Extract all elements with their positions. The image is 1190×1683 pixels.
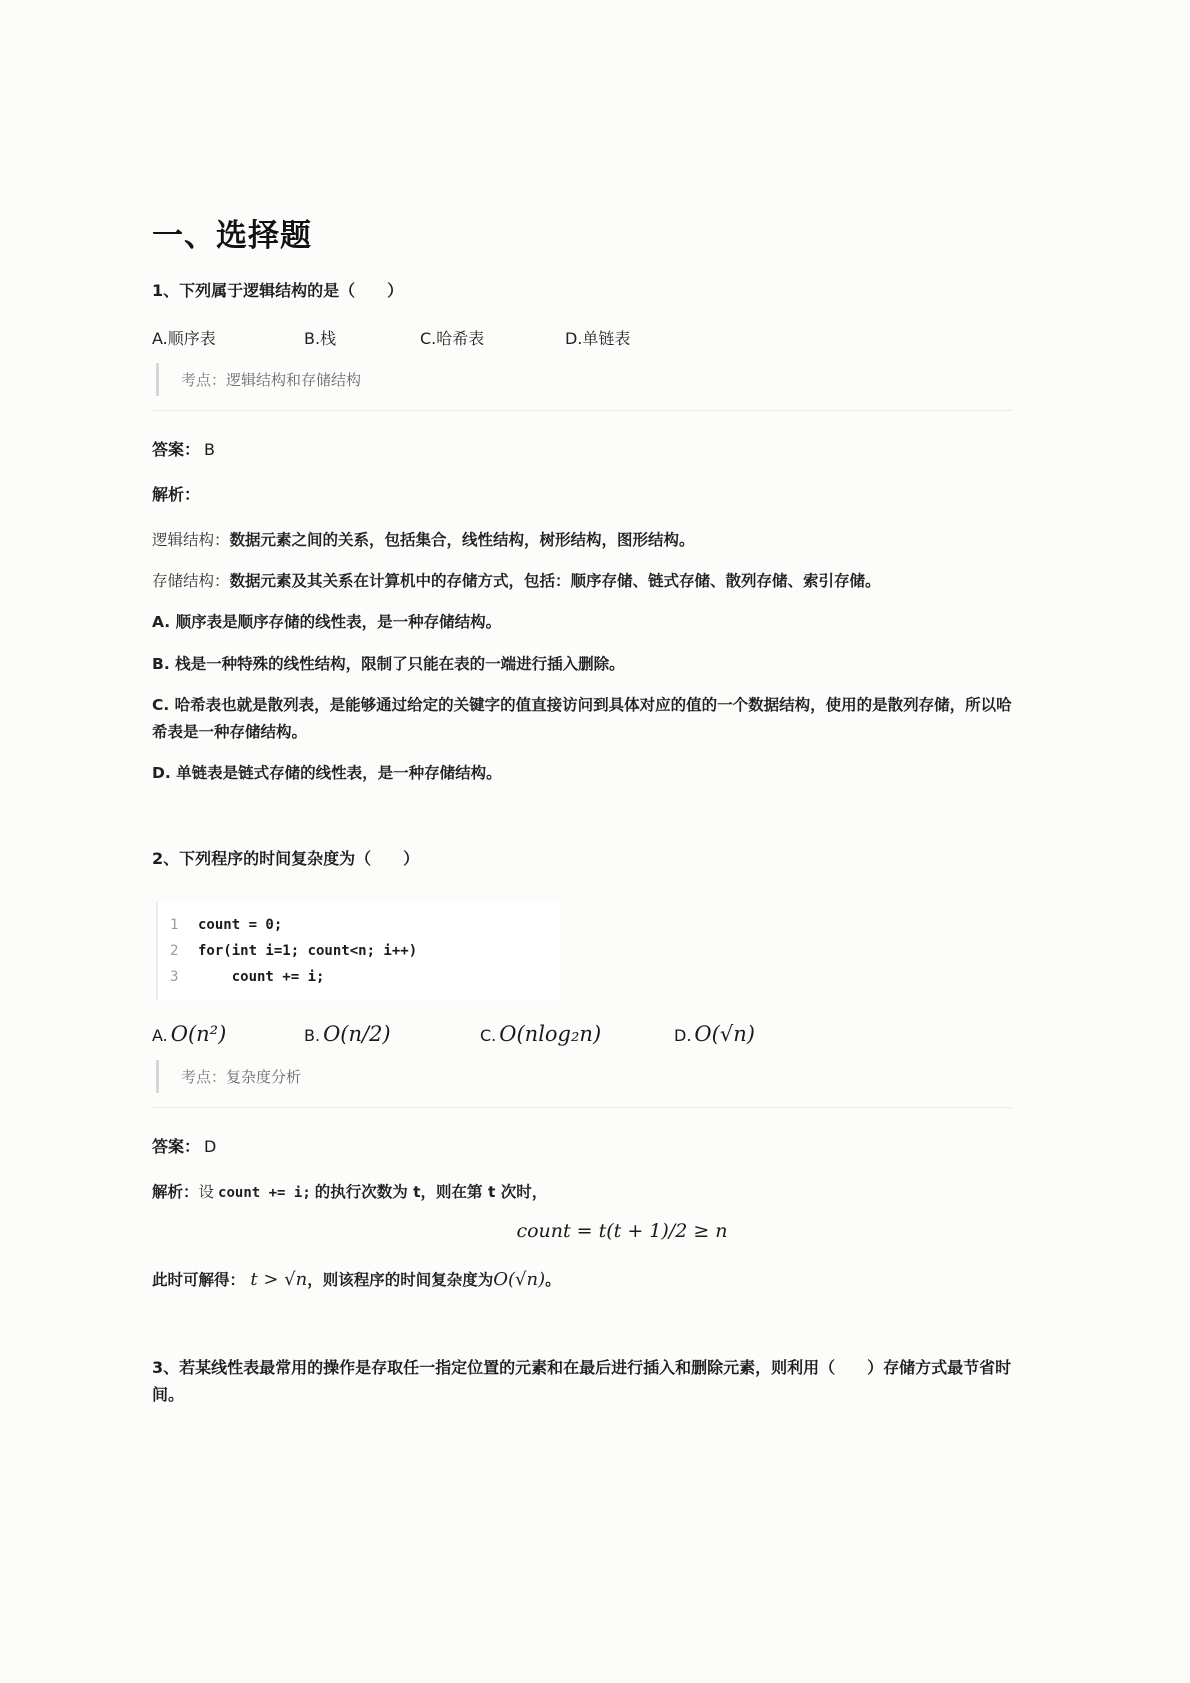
answer-line <box>152 1134 1012 1157</box>
analysis-paragraph: B. 栈是一种特殊的线性结构，限制了只能在表的一端进行插入删除。 <box>152 654 625 673</box>
answer-value: D <box>204 1137 217 1157</box>
option-c: C.哈希表 <box>420 329 485 349</box>
question-2 <box>152 845 1012 1296</box>
conclusion-paragraph <box>152 1264 1012 1296</box>
conclusion-mid: ，则该程序的时间复杂度为 <box>307 1271 494 1290</box>
analysis-paragraph <box>152 527 1012 554</box>
analysis-paragraph <box>152 1179 1012 1206</box>
paragraph-text: 数据元素及其关系在计算机中的存储方式，包括：顺序存储、链式存储、散列存储、索引存储。 <box>229 572 881 591</box>
term-label: 存储结构： <box>152 572 230 591</box>
conclusion-end: 。 <box>545 1271 561 1290</box>
option-d <box>674 1022 804 1046</box>
divider <box>152 1107 1012 1108</box>
question-2-options <box>152 1022 1012 1046</box>
conclusion-pre: 此时可解得： <box>152 1271 246 1290</box>
line-number: 3 <box>170 969 179 986</box>
question-1-text: 1、下列属于逻辑结构的是（ ） <box>152 281 404 300</box>
answer-label: 答案： <box>152 440 201 460</box>
divider <box>152 410 1012 411</box>
inline-code: count += i; <box>218 1185 311 1202</box>
question-3-text: 3、若某线性表最常用的操作是存取任一指定位置的元素和在最后进行插入和删除元素，则利用（ ）存储方式最节省时间。 <box>152 1357 1012 1405</box>
analysis-paragraph: A. 顺序表是顺序存储的线性表，是一种存储结构。 <box>152 613 502 632</box>
code-text: for(int i=1; count<n; i++) <box>198 943 418 960</box>
section-title: 一、选择题 <box>152 218 312 254</box>
option-d: D.单链表 <box>565 329 631 349</box>
document-content <box>152 210 1012 1408</box>
option-b: B.栈 <box>304 329 337 349</box>
answer-label: 答案： <box>152 1137 201 1157</box>
term-label: 逻辑结构： <box>152 531 230 550</box>
conclusion-math-2: O(√n) <box>493 1269 546 1291</box>
paragraph-text: 数据元素之间的关系，包括集合，线性结构，树形结构，图形结构。 <box>229 531 695 550</box>
option-prefix: D. <box>674 1026 692 1046</box>
answer-line <box>152 437 1012 460</box>
kaodian-text: 逻辑结构和存储结构 <box>226 371 362 390</box>
analysis-pre: 设 <box>198 1183 215 1202</box>
option-b <box>304 1022 480 1046</box>
formula: count = t(t + 1)/2 ≥ n <box>516 1220 728 1243</box>
code-line <box>170 964 560 990</box>
analysis-paragraph <box>152 568 1012 595</box>
answer-value: B <box>204 440 215 460</box>
question-1-options <box>152 326 1012 349</box>
option-c <box>480 1022 674 1046</box>
code-text: count += i; <box>198 969 325 986</box>
spacer <box>152 801 1012 845</box>
option-a: A.顺序表 <box>152 329 216 349</box>
analysis-label: 解析： <box>152 1183 199 1202</box>
kaodian-text: 复杂度分析 <box>226 1068 302 1087</box>
line-number: 2 <box>170 943 179 960</box>
option-prefix: B. <box>304 1026 321 1046</box>
option-expression: O(nlog₂n) <box>499 1022 602 1047</box>
analysis-label: 解析： <box>152 485 201 505</box>
kaodian-note <box>156 1060 1012 1093</box>
kaodian-label: 考点： <box>181 371 227 390</box>
option-prefix: A. <box>152 1026 168 1046</box>
option-expression: O(n/2) <box>323 1022 391 1047</box>
code-block <box>156 902 560 1000</box>
spacer <box>152 1310 1012 1354</box>
question-3 <box>152 1354 1012 1408</box>
option-expression: O(√n) <box>694 1022 755 1047</box>
conclusion-math: t > √n <box>250 1269 308 1291</box>
code-line <box>170 912 560 938</box>
option-prefix: C. <box>480 1026 497 1046</box>
kaodian-note <box>156 363 1012 396</box>
analysis-post: 的执行次数为 t，则在第 t 次时， <box>314 1183 548 1202</box>
option-expression: O(n²) <box>170 1022 227 1047</box>
code-line <box>170 938 560 964</box>
analysis-paragraph: D. 单链表是链式存储的线性表，是一种存储结构。 <box>152 763 502 782</box>
question-2-text: 2、下列程序的时间复杂度为（ ） <box>152 849 420 869</box>
kaodian-label: 考点： <box>181 1068 227 1087</box>
option-a <box>152 1022 304 1046</box>
analysis-paragraph: C. 哈希表也就是散列表，是能够通过给定的关键字的值直接访问到具体对应的值的一个数据结构，使用的是散列存储，所以哈希表是一种存储结构。 <box>152 695 1012 741</box>
line-number: 1 <box>170 917 179 934</box>
code-text: count = 0; <box>198 917 283 934</box>
question-1 <box>152 277 1012 787</box>
